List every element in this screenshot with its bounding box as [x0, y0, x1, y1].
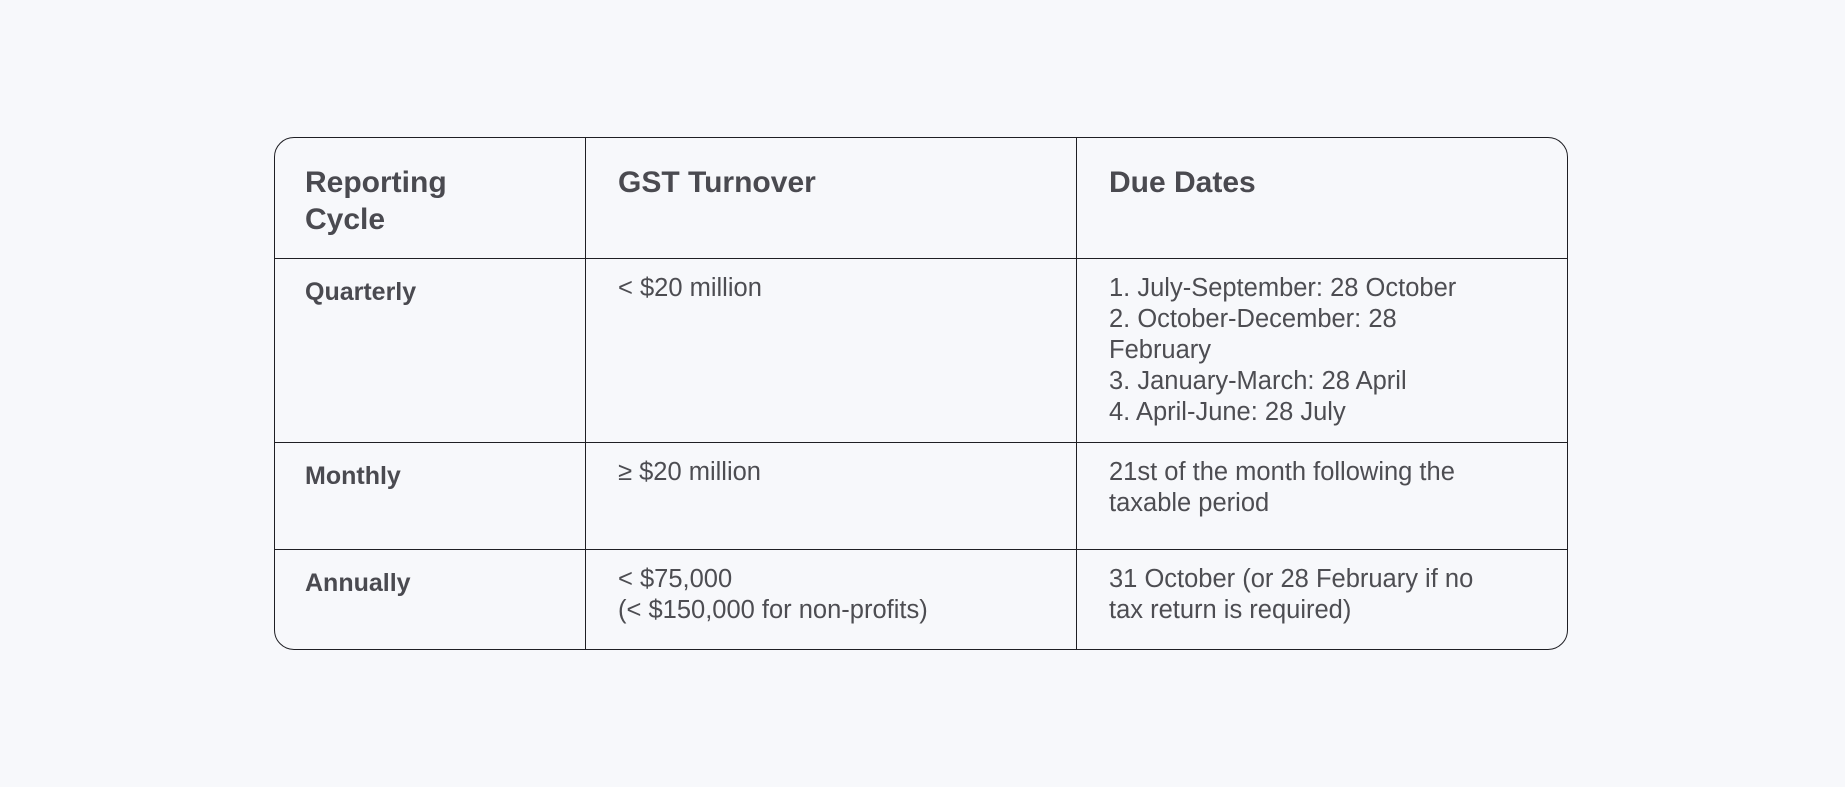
due-date-line: February: [1109, 336, 1212, 364]
due-date-line: taxable period: [1109, 489, 1270, 517]
table-header-row: [275, 138, 1567, 258]
header-reporting-cycle: [305, 164, 575, 238]
turnover-line: (< $150,000 for non-profits): [618, 596, 928, 624]
cycle-cell: Annually: [305, 569, 411, 597]
due-dates-cell: [1109, 273, 1549, 428]
turnover-cell: [618, 273, 1068, 304]
table-row: [275, 258, 1567, 442]
gst-reporting-table: [274, 137, 1568, 650]
due-date-line: 21st of the month following the: [1109, 458, 1455, 486]
due-date-line: 2. October-December: 28: [1109, 305, 1397, 333]
cycle-cell: Quarterly: [305, 278, 417, 306]
due-date-line: 31 October (or 28 February if no: [1109, 565, 1474, 593]
header-due-dates: Due Dates: [1109, 166, 1256, 199]
due-date-line: 1. July-September: 28 October: [1109, 274, 1457, 302]
turnover-line: ≥ $20 million: [618, 458, 761, 486]
due-dates-cell: [1109, 564, 1549, 626]
due-date-line: 4. April-June: 28 July: [1109, 398, 1346, 426]
turnover-cell: [618, 564, 1068, 626]
turnover-line: < $75,000: [618, 565, 733, 593]
table-row: [275, 549, 1567, 650]
header-reporting-cycle-line: Cycle: [305, 203, 386, 236]
cycle-cell: Monthly: [305, 462, 401, 490]
table-row: [275, 442, 1567, 549]
turnover-cell: [618, 457, 1068, 488]
due-date-line: tax return is required): [1109, 596, 1352, 624]
due-dates-cell: [1109, 457, 1549, 519]
header-reporting-cycle-line: Reporting: [305, 166, 447, 199]
turnover-line: < $20 million: [618, 274, 762, 302]
header-gst-turnover: GST Turnover: [618, 166, 816, 199]
due-date-line: 3. January-March: 28 April: [1109, 367, 1407, 395]
